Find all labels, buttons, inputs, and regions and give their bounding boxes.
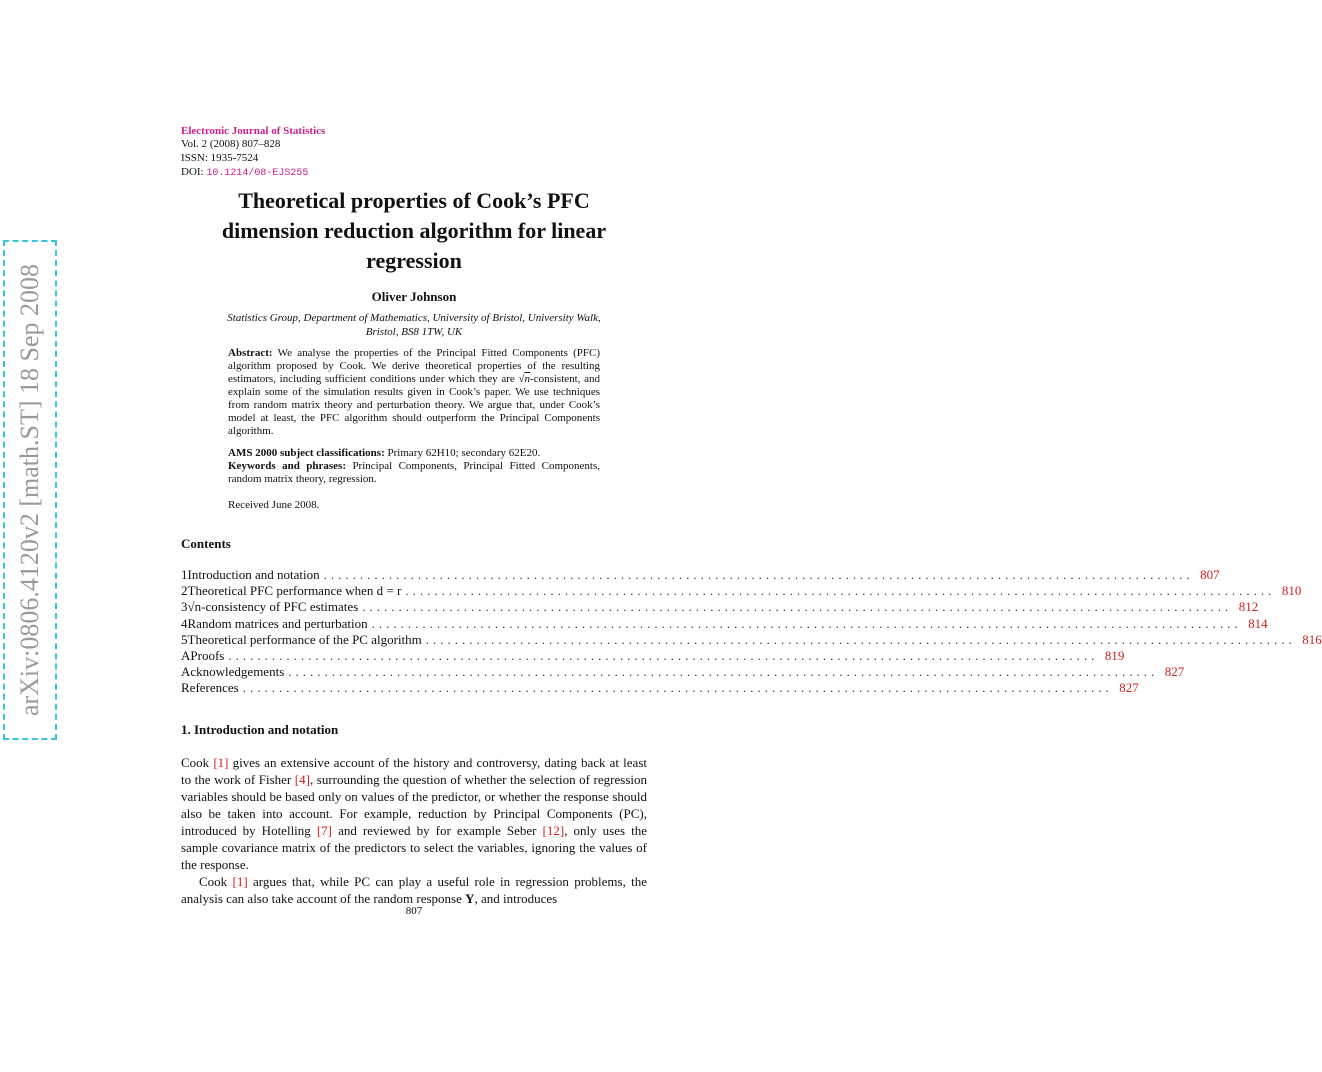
toc-entry-title[interactable]: √n-consistency of PFC estimates [187,599,359,615]
toc-page-link[interactable]: 814 [1248,615,1268,631]
title-line: Theoretical properties of Cook’s PFC [238,188,590,213]
toc-leader-dots: ........................................................................................................................ [362,599,1233,615]
citation-link[interactable]: [4] [294,772,310,787]
toc-entry[interactable] [181,599,1259,615]
toc-entry-number: 2 [181,583,188,599]
abstract-text: We analyse the properties of the Principal Fitted Components (PFC) algorithm proposed by Cook. We derive theoretical properties of the resulting estimators, including sufficient conditions under which they are [228,347,600,385]
toc-page-link[interactable]: 812 [1238,599,1259,615]
classifications [228,447,600,486]
toc-entry-title[interactable]: Random matrices and perturbation [187,615,368,631]
toc-page-link[interactable]: 819 [1104,647,1125,663]
toc-entry-number: A [181,647,191,663]
text: Cook [181,755,214,770]
ams-text: Primary 62H10; secondary 62E20. [387,447,541,459]
journal-issn: ISSN: 1935-7524 [181,152,259,164]
toc-entry-title[interactable]: Acknowledgements [181,664,285,680]
abstract-text-cont: -consistent, and explain some of the simulation results given in Cook’s paper. We use techniques from random matrix theory and perturbation theory. We argue that, under Cook’s model at least, the PFC algorithm should outperform the Principal Components algorithm. [228,373,601,437]
toc-leader-dots: ........................................................................................................................ [242,680,1113,696]
toc-page-link[interactable]: 827 [1119,680,1139,696]
toc-entry[interactable] [181,583,1302,599]
text: and reviewed by for example Seber [332,823,543,838]
toc-entry-number: 4 [181,615,188,631]
author-affiliation [180,311,648,339]
text: , only uses the sample covariance matrix of the predictors to select the variables, ignoring the values of the response. [181,823,647,872]
doi-label: DOI: [181,166,204,178]
toc-leader-dots: ........................................................................................................................ [405,583,1276,599]
affiliation-line: Statistics Group, Department of Mathematics, University of Bristol, University Walk, [227,312,601,324]
toc-leader-dots: ........................................................................................................................ [371,615,1242,631]
sqrt-symbol: √ [518,373,525,385]
bold-symbol: Y [465,891,475,906]
toc-entry-title[interactable]: Theoretical performance of the PC algorithm [187,631,422,647]
paragraph [181,873,647,907]
received-date: Received June 2008. [228,499,320,511]
toc-entry[interactable] [181,647,1125,664]
toc-page-link[interactable]: 807 [1200,567,1220,582]
toc-entry-number: 1 [181,567,188,582]
abstract-label: Abstract: [228,347,273,359]
toc-leader-dots: ........................................................................................................................ [425,631,1296,647]
toc-entry-title[interactable]: Theoretical PFC performance when d = r [187,583,402,599]
toc-page-link[interactable]: 810 [1281,583,1302,599]
citation-link[interactable]: [7] [316,823,333,838]
title-line: regression [366,248,462,273]
doi-link[interactable]: 10.1214/08-EJS255 [206,168,309,179]
text: , and introduces [474,891,558,906]
text: gives an extensive account of the history and controversy, dating back at least to the work of Fisher [181,755,647,787]
journal-header [181,125,325,181]
toc-entry-title[interactable]: Proofs [190,647,225,663]
journal-volume: Vol. 2 (2008) 807–828 [181,138,281,150]
toc-entry-number: 3 [181,599,188,615]
sqrt-argument: n [524,373,531,385]
citation-link[interactable]: [1] [213,755,229,770]
title-line: dimension reduction algorithm for linear [221,218,607,243]
table-of-contents [181,567,1322,697]
citation-link[interactable]: [1] [232,874,248,889]
affiliation-line: Bristol, BS8 1TW, UK [365,326,463,338]
citation-link[interactable]: [12] [542,823,565,838]
journal-name[interactable]: Electronic Journal of Statistics [181,125,326,137]
author-name: Oliver Johnson [371,289,457,304]
keywords [228,460,600,486]
section-heading: 1. Introduction and notation [181,722,339,737]
journal-doi [181,165,325,181]
text: argues that, while PC can play a useful role in regression problems, the analysis can also take account of the random response [181,874,648,906]
toc-leader-dots: ........................................................................................................................ [228,647,1099,663]
abstract [228,347,600,438]
toc-leader-dots: ........................................................................................................................ [288,664,1159,680]
section-body [181,754,647,907]
paper-title [150,186,678,276]
toc-page-link[interactable]: 827 [1164,664,1185,680]
toc-entry[interactable] [181,631,1322,648]
toc-entry-title[interactable]: References [181,680,239,696]
ams-classification [228,447,600,460]
toc-entry-title[interactable]: Introduction and notation [187,567,320,582]
toc-entry[interactable] [181,615,1268,632]
page-number: 807 [405,905,423,917]
toc-entry-number: 5 [181,631,188,647]
toc-entry[interactable] [181,664,1185,680]
keywords-text: Principal Components, Principal Fitted Components, random matrix theory, regression. [228,460,600,485]
toc-page-link[interactable]: 816 [1302,631,1322,647]
toc-leader-dots: ........................................................................................................................ [323,567,1194,582]
keywords-label: Keywords and phrases: [228,460,346,472]
toc-entry[interactable] [181,567,1220,583]
toc-entry[interactable] [181,680,1139,696]
text: Cook [199,874,233,889]
paragraph [181,754,647,873]
contents-heading: Contents [181,536,231,551]
arxiv-stamp: arXiv:0806.4120v2 [math.ST] 18 Sep 2008 [3,240,57,740]
ams-label: AMS 2000 subject classifications: [228,447,385,459]
text: , surrounding the question of whether the selection of regression variables should be based only on values of the predictor, or whether the response should also be taken into account. For example, reduction by Principal Components (PC), introduced by Hotelling [181,772,647,838]
